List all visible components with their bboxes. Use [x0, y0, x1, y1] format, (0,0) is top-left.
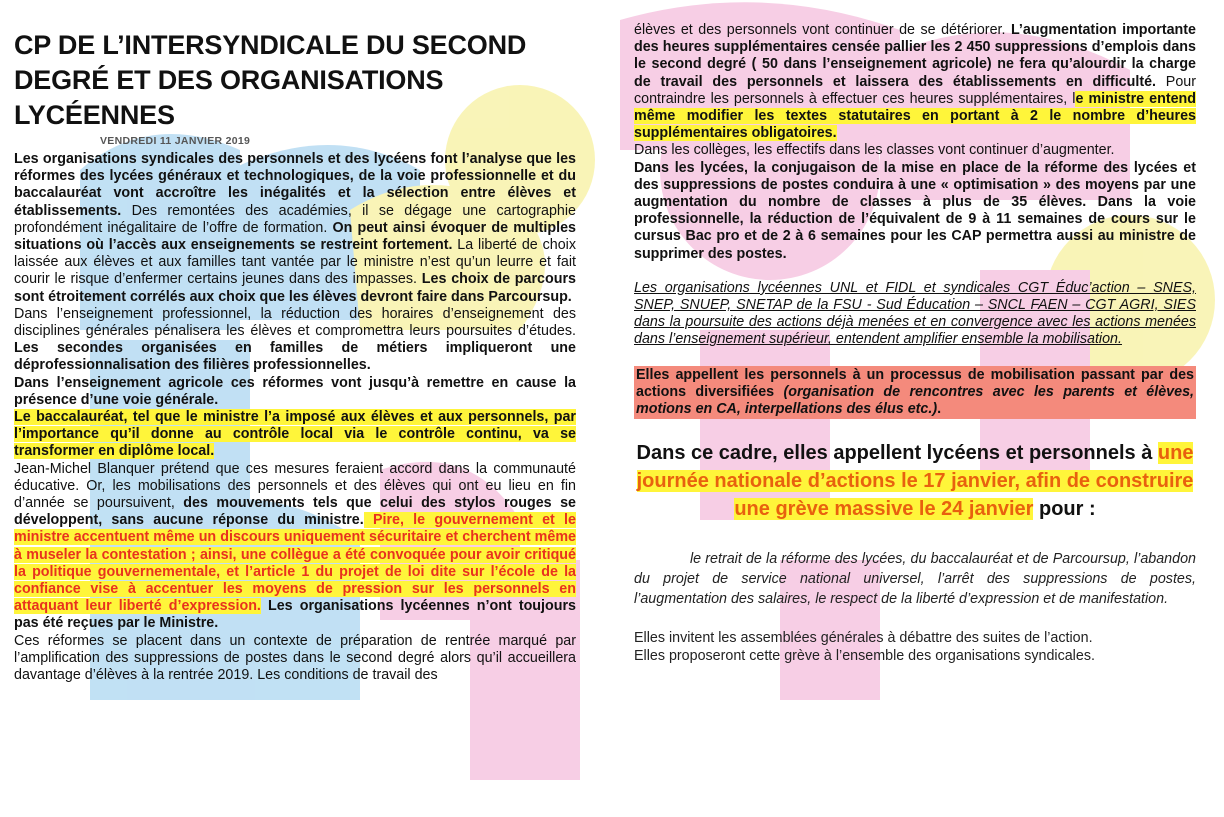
paragraph-appel-mobilisation [634, 366, 1196, 420]
text-bold: Elles appellent les personnels à un processus de mobilisation passant par des actions diversifiées [636, 366, 1194, 400]
paragraph-journee-nationale [634, 439, 1196, 523]
paragraph-organisations: Les organisations lycéennes UNL et FIDL et syndicales CGT Éduc’action – SNES, SNEP, SNUEP, SNETAP de la FSU - Sud Éducation – SNCL FAEN – CGT AGRI, SIES dans la poursuite des actions déjà menées et en convergence avec les actions menées dans l’enseignement supérieur, entendent amplifier ensemble la mobilisation. [634, 279, 1196, 348]
text-bold: Les secondes organisées en familles de métiers impliqueront une déprofessionnalisation des filières professionnelles. [14, 340, 576, 374]
text-bold: . [937, 401, 942, 418]
paragraph-baccalaureat [14, 409, 576, 461]
highlight-yellow: Le baccalauréat, tel que le ministre l’a imposé aux élèves et aux personnels, par l’importance qu’il donne au contrôle local via le contrôle continu, va se transformer en diplôme local. [14, 409, 576, 460]
right-column [634, 22, 1196, 665]
paragraph-professional [14, 306, 576, 375]
page-title: CP DE L’INTERSYNDICALE DU SECOND DEGRÉ ET DES ORGANISATIONS LYCÉENNES [14, 30, 527, 130]
paragraph-heures-sup [634, 22, 1196, 142]
text-regular: Dans l’enseignement professionnel, la réduction des horaires d’enseignement des disciplines générales pénalisera les élèves et compromettra leurs poursuites d’études. [14, 305, 576, 340]
paragraph-colleges: Dans les collèges, les effectifs dans les classes vont continuer d’augmenter. [634, 142, 1115, 159]
highlight-orange-text: une journée nationale d’actions le 17 janvier, afin de construire une grève massive le 24 janvier [636, 442, 1194, 521]
text-regular: élèves et des personnels vont continuer de se détériorer. [634, 22, 1011, 38]
paragraph-agricole: Dans l’enseignement agricole ces réformes vont jusqu’à remettre en cause la présence d’une voie générale. [14, 374, 576, 408]
text-regular: La liberté de choix laissée aux élèves et aux familles tant vantée par le ministre n’est qu’un leurre et fait courir le risque d’enfermer certains jeunes dans des impasses. [14, 237, 576, 288]
paragraph-revendications: le retrait de la réforme des lycées, du baccalauréat et de Parcoursup, l’abandon du projet de service national universel, l’arrêt des suppressions de postes, l’augmentation des salaires, le respect de la liberté d’expression et de manifestation. [634, 551, 1196, 608]
text-bold: des mouvements tels que celui des stylos rouges se développent, sans aucune réponse du ministre. [14, 495, 576, 529]
left-column [14, 28, 576, 684]
paragraph-blanquer [14, 461, 576, 633]
text-bold: Les organisations syndicales des personnels et des lycéens font l’analyse que les réformes des lycées généraux et technologiques, de la voie professionnelle et du baccalauréat vont accroître les inégalités et la sélection entre élèves et établissements. [14, 151, 576, 219]
highlight-red-text: Pire, le gouvernement et le ministre accentuent même un discours uniquement sécuritaire et cherchent même à museler la contestation ; ainsi, une collègue a été convoquée pour avoir critiqué la politique gouvernementale, et l’article 1 du projet de loi dite sur l’école de la confiance vise à accentuer les moyens de pression sur les personnels en attaquant leur liberté d’expression. [14, 512, 576, 615]
text-bold: Les choix de parcours sont étroitement corrélés aux choix que les élèves devront faire dans Parcoursup. [14, 271, 576, 305]
text-regular: Jean-Michel Blanquer prétend que ces mesures feraient accord dans la communauté éducative. Or, les mobilisations des personnels et des élèves qui ont eu lieu en fin d’année se poursuivent, [14, 460, 576, 512]
text-regular: Des remontées des académies, il se dégage une cartographie profondément inégalitaire de l’offre de formation. [14, 202, 576, 236]
paragraph-analysis [14, 151, 576, 306]
paragraph-lycees: Dans les lycées, la conjugaison de la mise en place de la réforme des lycées et des suppressions de postes conduira à une « optimisation » des moyens par une augmentation du nombre de classes à plus de 35 élèves. Dans la voie professionnelle, la réduction de l’équivalent de 9 à 11 semaines de cours sur le cursus Bac pro et de 2 à 6 semaines pour les CAP permettra aussi au ministre de supprimer des postes. [634, 159, 1196, 262]
text-bold: Les organisations lycéennes n’ont toujours pas été reçues par le Ministre. [14, 598, 576, 632]
highlight-yellow: e ministre entend même modifier les textes statutaires en portant à 2 le nombre d’heures supplémentaires obligatoires. [634, 90, 1196, 142]
final-line-2: Elles proposeront cette grève à l’ensemble des organisations syndicales. [634, 648, 1095, 665]
text-regular: Pour contraindre les personnels à effectuer ces heures supplémentaires, l [634, 73, 1197, 107]
text-bold: On peut ainsi évoquer de multiples situations où l’accès aux enseignements se restreint fortement. [14, 219, 576, 254]
paragraph-context: Ces réformes se placent dans un contexte de préparation de rentrée marqué par l’amplification des suppressions de postes dans le second degré alors qu’il accueillera davantage d’élèves à la rentrée 2019. Les conditions de travail des [14, 632, 576, 684]
text-bold: pour : [1033, 498, 1096, 521]
date-line: VENDREDI 11 JANVIER 2019 [100, 135, 251, 147]
text-bold: L’augmentation importante des heures supplémentaires censée pallier les 2 450 suppressions d’emplois dans le second degré ( 50 dans l’enseignement agricole) ne fera qu’alourdir la charge de travail des personnels et laissera des établissements en difficulté. [634, 22, 1196, 90]
final-line-1: Elles invitent les assemblées générales à débattre des suites de l’action. [634, 630, 1093, 647]
text-bold: Dans ce cadre, elles appellent lycéens et personnels à [636, 442, 1158, 465]
text-bold-italic: (organisation de rencontres avec les parents et élèves, motions en CA, interpellations des élus etc.) [636, 383, 1195, 418]
